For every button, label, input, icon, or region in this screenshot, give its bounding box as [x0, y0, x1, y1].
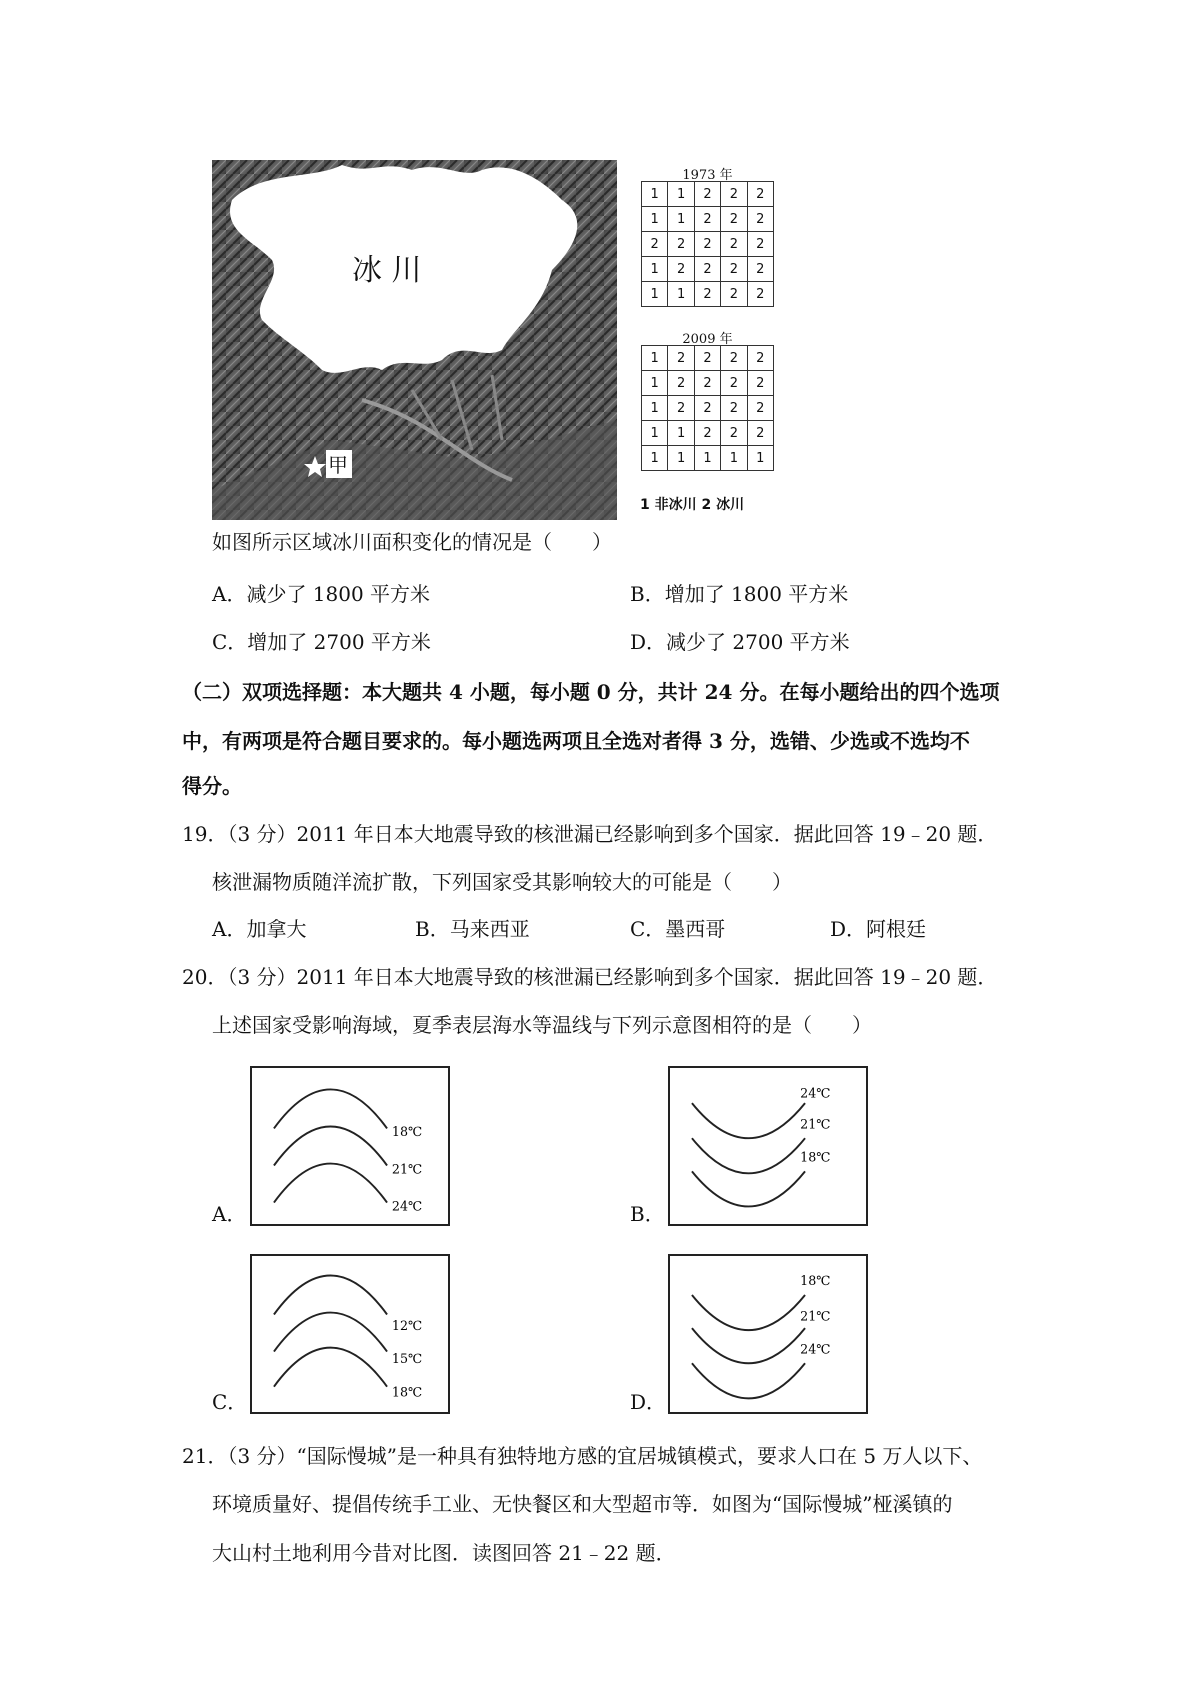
grid-1973-cell: 2	[694, 232, 720, 257]
q20-stem: 20．（3 分）2011 年日本大地震导致的核泄漏已经影响到多个国家．据此回答 19﹣20 题．	[182, 965, 998, 989]
grid-2009-cell: 1	[747, 446, 773, 471]
diagram-b-letter: B．	[630, 1202, 665, 1226]
diagram-b	[668, 1066, 868, 1226]
q19-question: 核泄漏物质随洋流扩散，下列国家受其影响较大的可能是（ ）	[212, 870, 792, 894]
glacier-satellite-image	[212, 160, 617, 520]
diagram-a-label-1: 18℃	[391, 1124, 423, 1140]
glacier-label: 冰 川	[352, 253, 422, 288]
grid-2009-row	[642, 346, 774, 371]
grid-2009-cell: 2	[694, 371, 720, 396]
grid-2009-cell: 2	[694, 421, 720, 446]
grid-1973-row	[642, 207, 774, 232]
grid-1973-cell: 2	[668, 257, 694, 282]
q18-option-c: C．增加了 2700 平方米	[212, 630, 431, 654]
grid-1973-cell: 2	[721, 282, 747, 307]
grid-1973-cell: 1	[642, 182, 668, 207]
grid-2009-cell: 1	[642, 346, 668, 371]
diagram-b-label-1: 24℃	[800, 1085, 831, 1101]
grid-2009-cell: 2	[721, 371, 747, 396]
q19-option-c: C．墨西哥	[630, 917, 726, 941]
diagram-a	[250, 1066, 450, 1226]
grid-1973-cell: 2	[694, 207, 720, 232]
grid-2009-cell: 2	[747, 396, 773, 421]
diagram-d	[668, 1254, 868, 1414]
grid-2009-cell: 1	[642, 421, 668, 446]
grid-2009-cell: 2	[747, 421, 773, 446]
q18-option-d: D．减少了 2700 平方米	[630, 630, 850, 654]
grid-2009-cell: 2	[721, 421, 747, 446]
q20-question: 上述国家受影响海域，夏季表层海水等温线与下列示意图相符的是（ ）	[212, 1013, 872, 1037]
point-label-jia: 甲	[328, 453, 348, 477]
grid-2009-cell: 2	[721, 346, 747, 371]
grid-2009-cell: 2	[721, 396, 747, 421]
grid-2009-cell: 1	[642, 446, 668, 471]
grid-2009-cell: 2	[668, 396, 694, 421]
diagram-c-label-1: 12℃	[391, 1318, 423, 1334]
grid-2009-cell: 1	[694, 446, 720, 471]
grid-2009-row	[642, 396, 774, 421]
diagram-c	[250, 1254, 450, 1414]
grid-2009-cell: 1	[642, 371, 668, 396]
grid-2009-cell: 2	[747, 346, 773, 371]
section2-line1: （二）双项选择题：本大题共 4 小题，每小题 0 分，共计 24 分。在每小题给出的四个选项	[182, 680, 1000, 704]
grid-1973-row	[642, 257, 774, 282]
q21-stem-line1: 21．（3 分）“国际慢城”是一种具有独特地方感的宜居城镇模式，要求人口在 5 万人以下、	[182, 1444, 983, 1468]
grid-2009-cell: 2	[668, 371, 694, 396]
grid-1973-cell: 2	[721, 257, 747, 282]
grid-1973-cell: 2	[721, 207, 747, 232]
grid-1973-cell: 2	[747, 282, 773, 307]
q21-stem-line2: 环境质量好、提倡传统手工业、无快餐区和大型超市等．如图为“国际慢城”桠溪镇的	[212, 1492, 953, 1516]
grid-2009-cell: 2	[694, 346, 720, 371]
grid-2009-cell: 1	[668, 421, 694, 446]
grid-1973-cell: 2	[694, 182, 720, 207]
grid-2009-cell: 1	[668, 446, 694, 471]
q19-option-d: D．阿根廷	[830, 917, 927, 941]
q21-stem-line3: 大山村土地利用今昔对比图．读图回答 21﹣22 题．	[212, 1541, 676, 1565]
grid-1973-cell: 1	[668, 282, 694, 307]
grid-1973-row	[642, 282, 774, 307]
section2-line2: 中，有两项是符合题目要求的。每小题选两项且全选对者得 3 分，选错、少选或不选均不	[182, 729, 970, 753]
q19-option-b: B．马来西亚	[415, 917, 530, 941]
q18-option-a: A．减少了 1800 平方米	[212, 582, 431, 606]
diagram-b-label-2: 21℃	[800, 1116, 831, 1132]
grid-1973-cell: 1	[642, 257, 668, 282]
grid-1973	[641, 181, 774, 307]
grid-1973-cell: 2	[642, 232, 668, 257]
grid-1973-cell: 2	[747, 182, 773, 207]
diagram-a-label-2: 21℃	[391, 1161, 423, 1177]
diagram-c-label-3: 18℃	[391, 1384, 423, 1400]
grid-2009-cell: 2	[747, 371, 773, 396]
grid-1973-cell: 2	[694, 257, 720, 282]
grid-2009-cell: 1	[642, 396, 668, 421]
diagram-d-label-3: 24℃	[800, 1341, 831, 1357]
q18-question: 如图所示区域冰川面积变化的情况是（ ）	[212, 530, 612, 554]
grid-1973-title: 1973 年	[682, 168, 733, 183]
q18-option-b: B．增加了 1800 平方米	[630, 582, 849, 606]
grid-2009-row	[642, 371, 774, 396]
grid-1973-cell: 2	[668, 232, 694, 257]
diagram-c-letter: C．	[212, 1390, 248, 1414]
diagram-b-label-3: 18℃	[800, 1149, 831, 1165]
grid-1973-row	[642, 232, 774, 257]
grid-2009-title: 2009 年	[682, 332, 733, 347]
grid-1973-cell: 2	[747, 257, 773, 282]
grid-1973-row	[642, 182, 774, 207]
grid-2009-cell: 2	[668, 346, 694, 371]
grid-2009-row	[642, 446, 774, 471]
q19-option-a: A．加拿大	[212, 917, 307, 941]
grid-1973-cell: 2	[721, 232, 747, 257]
grid-1973-cell: 1	[668, 207, 694, 232]
grid-1973-cell: 1	[642, 282, 668, 307]
grid-1973-cell: 2	[694, 282, 720, 307]
grid-1973-cell: 2	[721, 182, 747, 207]
grid-1973-cell: 1	[642, 207, 668, 232]
q19-stem: 19．（3 分）2011 年日本大地震导致的核泄漏已经影响到多个国家．据此回答 19﹣20 题．	[182, 822, 998, 846]
diagram-d-letter: D．	[630, 1390, 667, 1414]
diagram-d-label-2: 21℃	[800, 1308, 831, 1324]
grid-1973-cell: 2	[747, 232, 773, 257]
diagram-c-label-2: 15℃	[391, 1351, 423, 1367]
diagram-d-label-1: 18℃	[800, 1273, 831, 1289]
grid-2009-cell: 2	[694, 396, 720, 421]
diagram-a-label-3: 24℃	[391, 1198, 423, 1214]
grid-2009-row	[642, 421, 774, 446]
grid-1973-cell: 1	[668, 182, 694, 207]
grid-1973-cell: 2	[747, 207, 773, 232]
section2-line3: 得分。	[182, 774, 242, 798]
grid-2009-cell: 1	[721, 446, 747, 471]
grid-2009	[641, 345, 774, 471]
grid-legend: 1 非冰川 2 冰川	[640, 497, 745, 513]
diagram-a-letter: A．	[212, 1202, 247, 1226]
